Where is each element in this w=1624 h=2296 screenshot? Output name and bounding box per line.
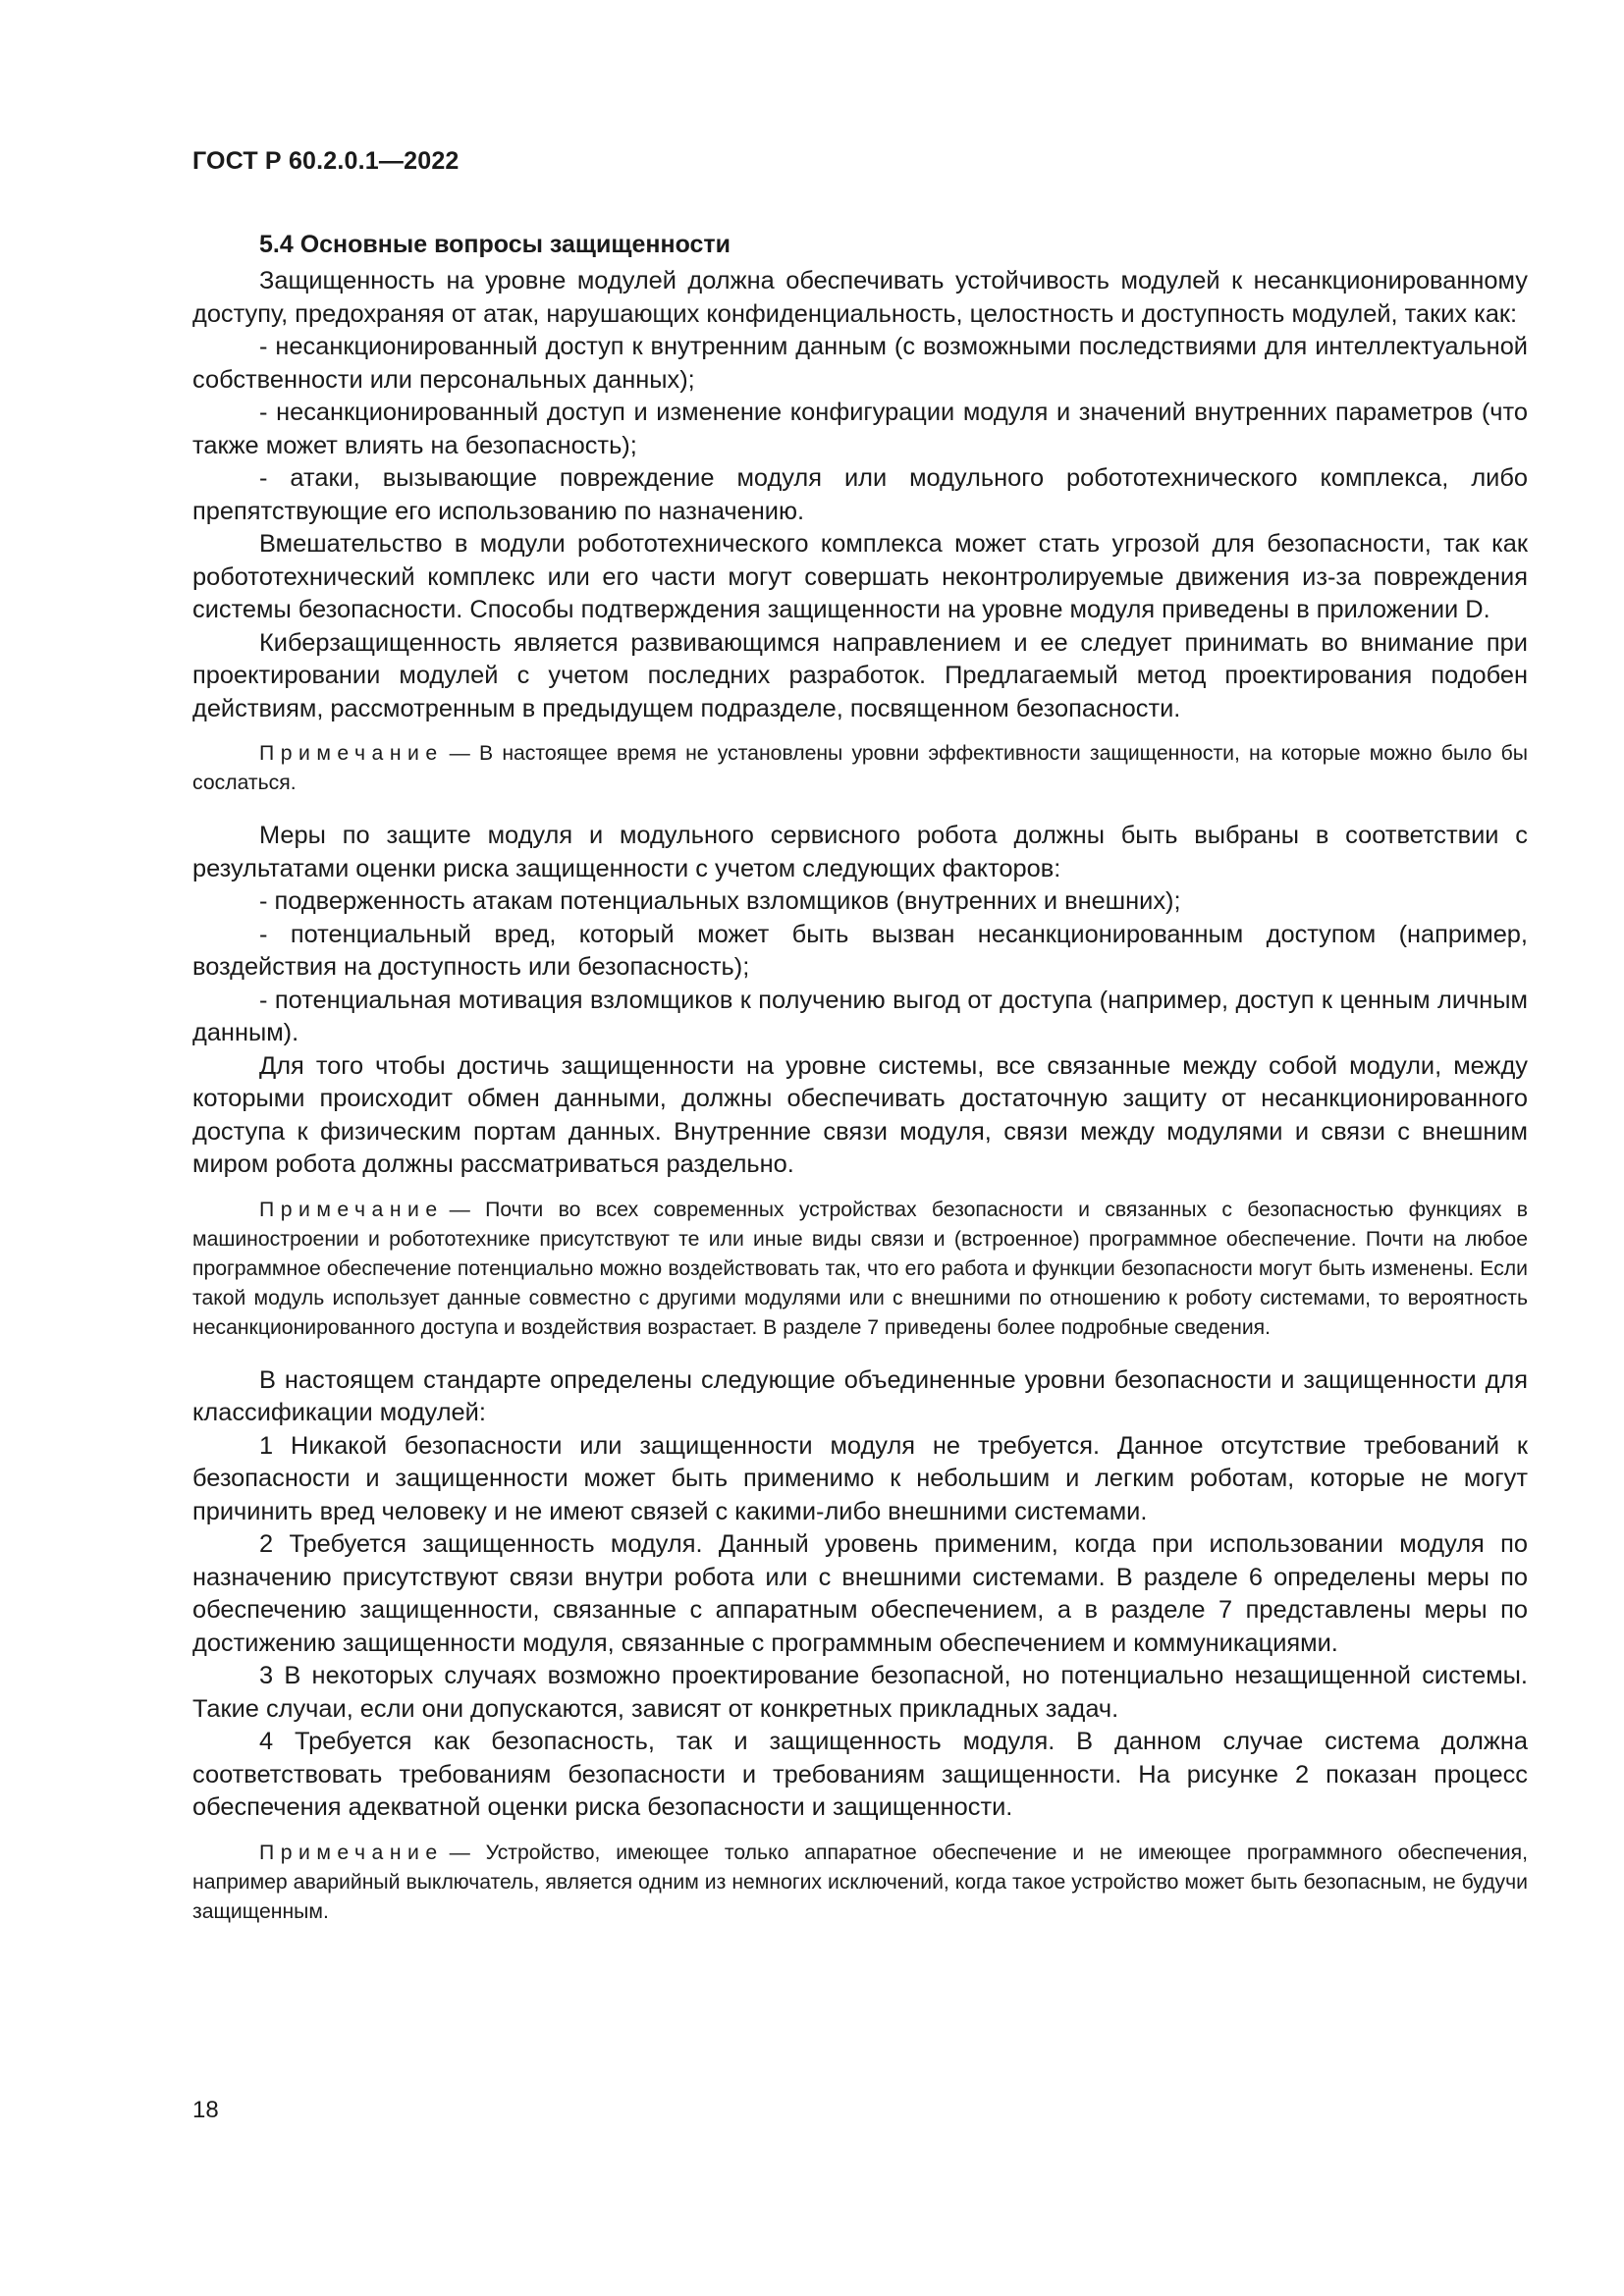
paragraph: Для того чтобы достичь защищенности на уровне системы, все связанные между собой модули, между которыми происходит обмен данными, должны обеспечивать достаточную защиту от несанкционированного доступа к физическим портам данных. Внутренние связи модуля, связи между модулями и связи с внешним миром робота должны рассматриваться раздельно. (192, 1051, 1528, 1178)
paragraph: Вмешательство в модули робототехнического комплекса может стать угрозой для безопасности, так как робототехнический комплекс или его части могут совершать неконтролируемые движения из-за повреждения системы безопасности. Способы подтверждения защищенности на уровне модуля приведены в приложении D. (192, 530, 1528, 623)
section-heading: 5.4 Основные вопросы защищенности (259, 231, 731, 258)
paragraph: - потенциальный вред, который может быть вызван несанкционированным доступом (например, воздействия на доступность или безопасность); (192, 920, 1528, 981)
note-label: Примечание (259, 742, 444, 765)
document-header: ГОСТ Р 60.2.0.1—2022 (192, 147, 460, 175)
paragraph: - подверженность атакам потенциальных взломщиков (внутренних и внешних); (259, 887, 1181, 915)
document-body (192, 265, 1528, 1927)
paragraph: 1 Никакой безопасности или защищенности модуля не требуется. Данное отсутствие требований к безопасности и защищенности может быть применимо к небольшим и легким роботам, которые не могут причинить вред человеку и не имеют связей с какими-либо внешними системами. (192, 1431, 1528, 1525)
paragraph: - несанкционированный доступ и изменение конфигурации модуля и значений внутренних параметров (что также может влиять на безопасность); (192, 399, 1528, 459)
paragraph: 2 Требуется защищенность модуля. Данный уровень применим, когда при использовании модуля по назначению присутствуют связи внутри робота или с внешними системами. В разделе 6 определены меры по обеспечению защищенности, связанные с аппаратным обеспечением, а в разделе 7 представлены меры по достижению защищенности модуля, связанные с программным обеспечением и коммуникациями. (192, 1530, 1528, 1657)
paragraph: 4 Требуется как безопасность, так и защищенность модуля. В данном случае система должна соответствовать требованиям безопасности и требованиям защищенности. На рисунке 2 показан процесс обеспечения адекватной оценки риска безопасности и защищенности. (192, 1728, 1528, 1821)
note-label: Примечание (259, 1198, 444, 1221)
note (192, 739, 1528, 798)
note-text: — Устройство, имеющее только аппаратное обеспечение и не имеющее программного обеспечения, например аварийный выключатель, является одним из немногих исключений, когда такое устройство может быть безопасным, не будучи защищенным. (192, 1841, 1528, 1923)
paragraph: Меры по защите модуля и модульного сервисного робота должны быть выбраны в соответствии с результатами оценки риска защищенности с учетом следующих факторов: (192, 822, 1528, 882)
paragraph: - несанкционированный доступ к внутренним данным (с возможными последствиями для интеллектуальной собственности или персональных данных); (192, 333, 1528, 394)
paragraph: 3 В некоторых случаях возможно проектирование безопасной, но потенциально незащищенной системы. Такие случаи, если они допускаются, зависят от конкретных прикладных задач. (192, 1662, 1528, 1723)
paragraph: Киберзащищенность является развивающимся направлением и ее следует принимать во внимание при проектировании модулей с учетом последних разработок. Предлагаемый метод проектирования подобен действиям, рассмотренным в предыдущем подразделе, посвященном безопасности. (192, 628, 1528, 722)
paragraph: В настоящем стандарте определены следующие объединенные уровни безопасности и защищенности для классификации модулей: (192, 1365, 1528, 1426)
note-text: — В настоящее время не установлены уровни эффективности защищенности, на которые можно было бы сослаться. (192, 742, 1528, 794)
note-text: — Почти во всех современных устройствах безопасности и связанных с безопасностью функциях в машиностроении и робототехнике присутствуют те или иные виды связи и (встроенное) программное обеспечение. Почти на любое программное обеспечение потенциально можно воздействовать так, что его работа и функции безопасности могут быть изменены. Если такой модуль использует данные совместно с другими модулями или с внешними по отношению к роботу системами, то вероятность несанкционированного доступа и воздействия возрастает. В разделе 7 приведены более подробные сведения. (192, 1198, 1528, 1339)
note (192, 1839, 1528, 1927)
document-page (192, 147, 1528, 1949)
page-number: 18 (192, 2097, 219, 2123)
paragraph: - атаки, вызывающие повреждение модуля или модульного робототехнического комплекса, либо препятствующие его использованию по назначению. (192, 464, 1528, 525)
note-label: Примечание (259, 1841, 444, 1864)
paragraph: Защищенность на уровне модулей должна обеспечивать устойчивость модулей к несанкционированному доступу, предохраняя от атак, нарушающих конфиденциальность, целостность и доступность модулей, таких как: (192, 267, 1528, 328)
note (192, 1196, 1528, 1343)
paragraph: - потенциальная мотивация взломщиков к получению выгод от доступа (например, доступ к ценным личным данным). (192, 986, 1528, 1046)
